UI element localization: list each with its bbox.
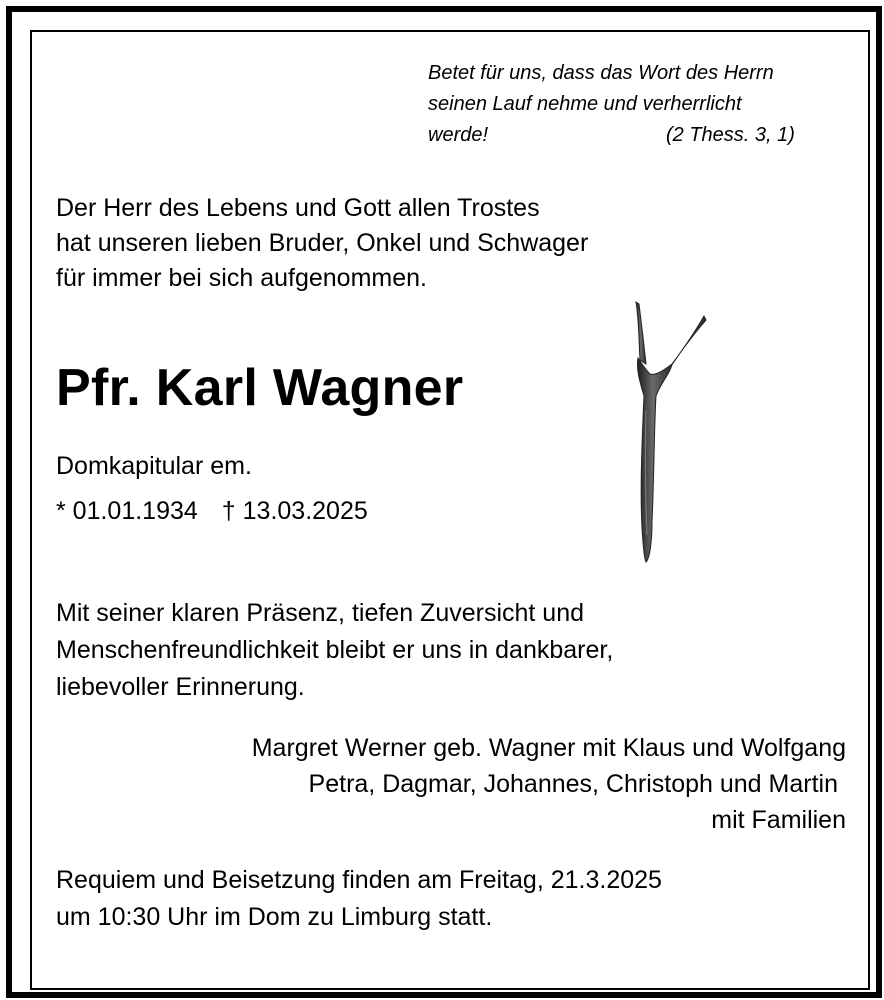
mourner-line: mit Familien — [711, 806, 846, 834]
service-info — [56, 862, 662, 936]
tribute-line: Menschenfreundlichkeit bleibt er uns in dankbarer, — [56, 636, 614, 664]
birth-date: * 01.01.1934 — [56, 497, 198, 525]
tribute-text — [56, 595, 613, 706]
mourner-line: Petra, Dagmar, Johannes, Christoph und Martin — [308, 770, 838, 798]
service-line: Requiem und Beisetzung finden am Freitag, 21.3.2025 — [56, 866, 662, 894]
mourners — [252, 730, 846, 838]
death-date: † 13.03.2025 — [221, 497, 368, 525]
bible-verse — [428, 58, 795, 151]
life-dates — [56, 496, 368, 526]
intro-text — [56, 191, 588, 296]
bible-verse-line: seinen Lauf nehme und verherrlicht — [428, 93, 742, 115]
tribute-line: liebevoller Erinnerung. — [56, 673, 305, 701]
bible-verse-line: Betet für uns, dass das Wort des Herrn — [428, 62, 774, 84]
tribute-line: Mit seiner klaren Präsenz, tiefen Zuversicht und — [56, 599, 585, 627]
deceased-name: Pfr. Karl Wagner — [56, 359, 464, 417]
intro-line: für immer bei sich aufgenommen. — [56, 264, 427, 292]
mourner-line: Margret Werner geb. Wagner mit Klaus und Wolfgang — [251, 734, 846, 762]
y-shaped-sculpture-image — [626, 300, 716, 565]
service-line: um 10:30 Uhr im Dom zu Limburg statt. — [56, 903, 493, 931]
intro-line: hat unseren lieben Bruder, Onkel und Schwager — [56, 229, 589, 257]
bible-verse-reference: (2 Thess. 3, 1) — [666, 124, 795, 146]
deceased-title: Domkapitular em. — [56, 452, 252, 480]
bible-verse-line: werde! — [428, 124, 489, 146]
intro-line: Der Herr des Lebens und Gott allen Trostes — [56, 194, 540, 222]
